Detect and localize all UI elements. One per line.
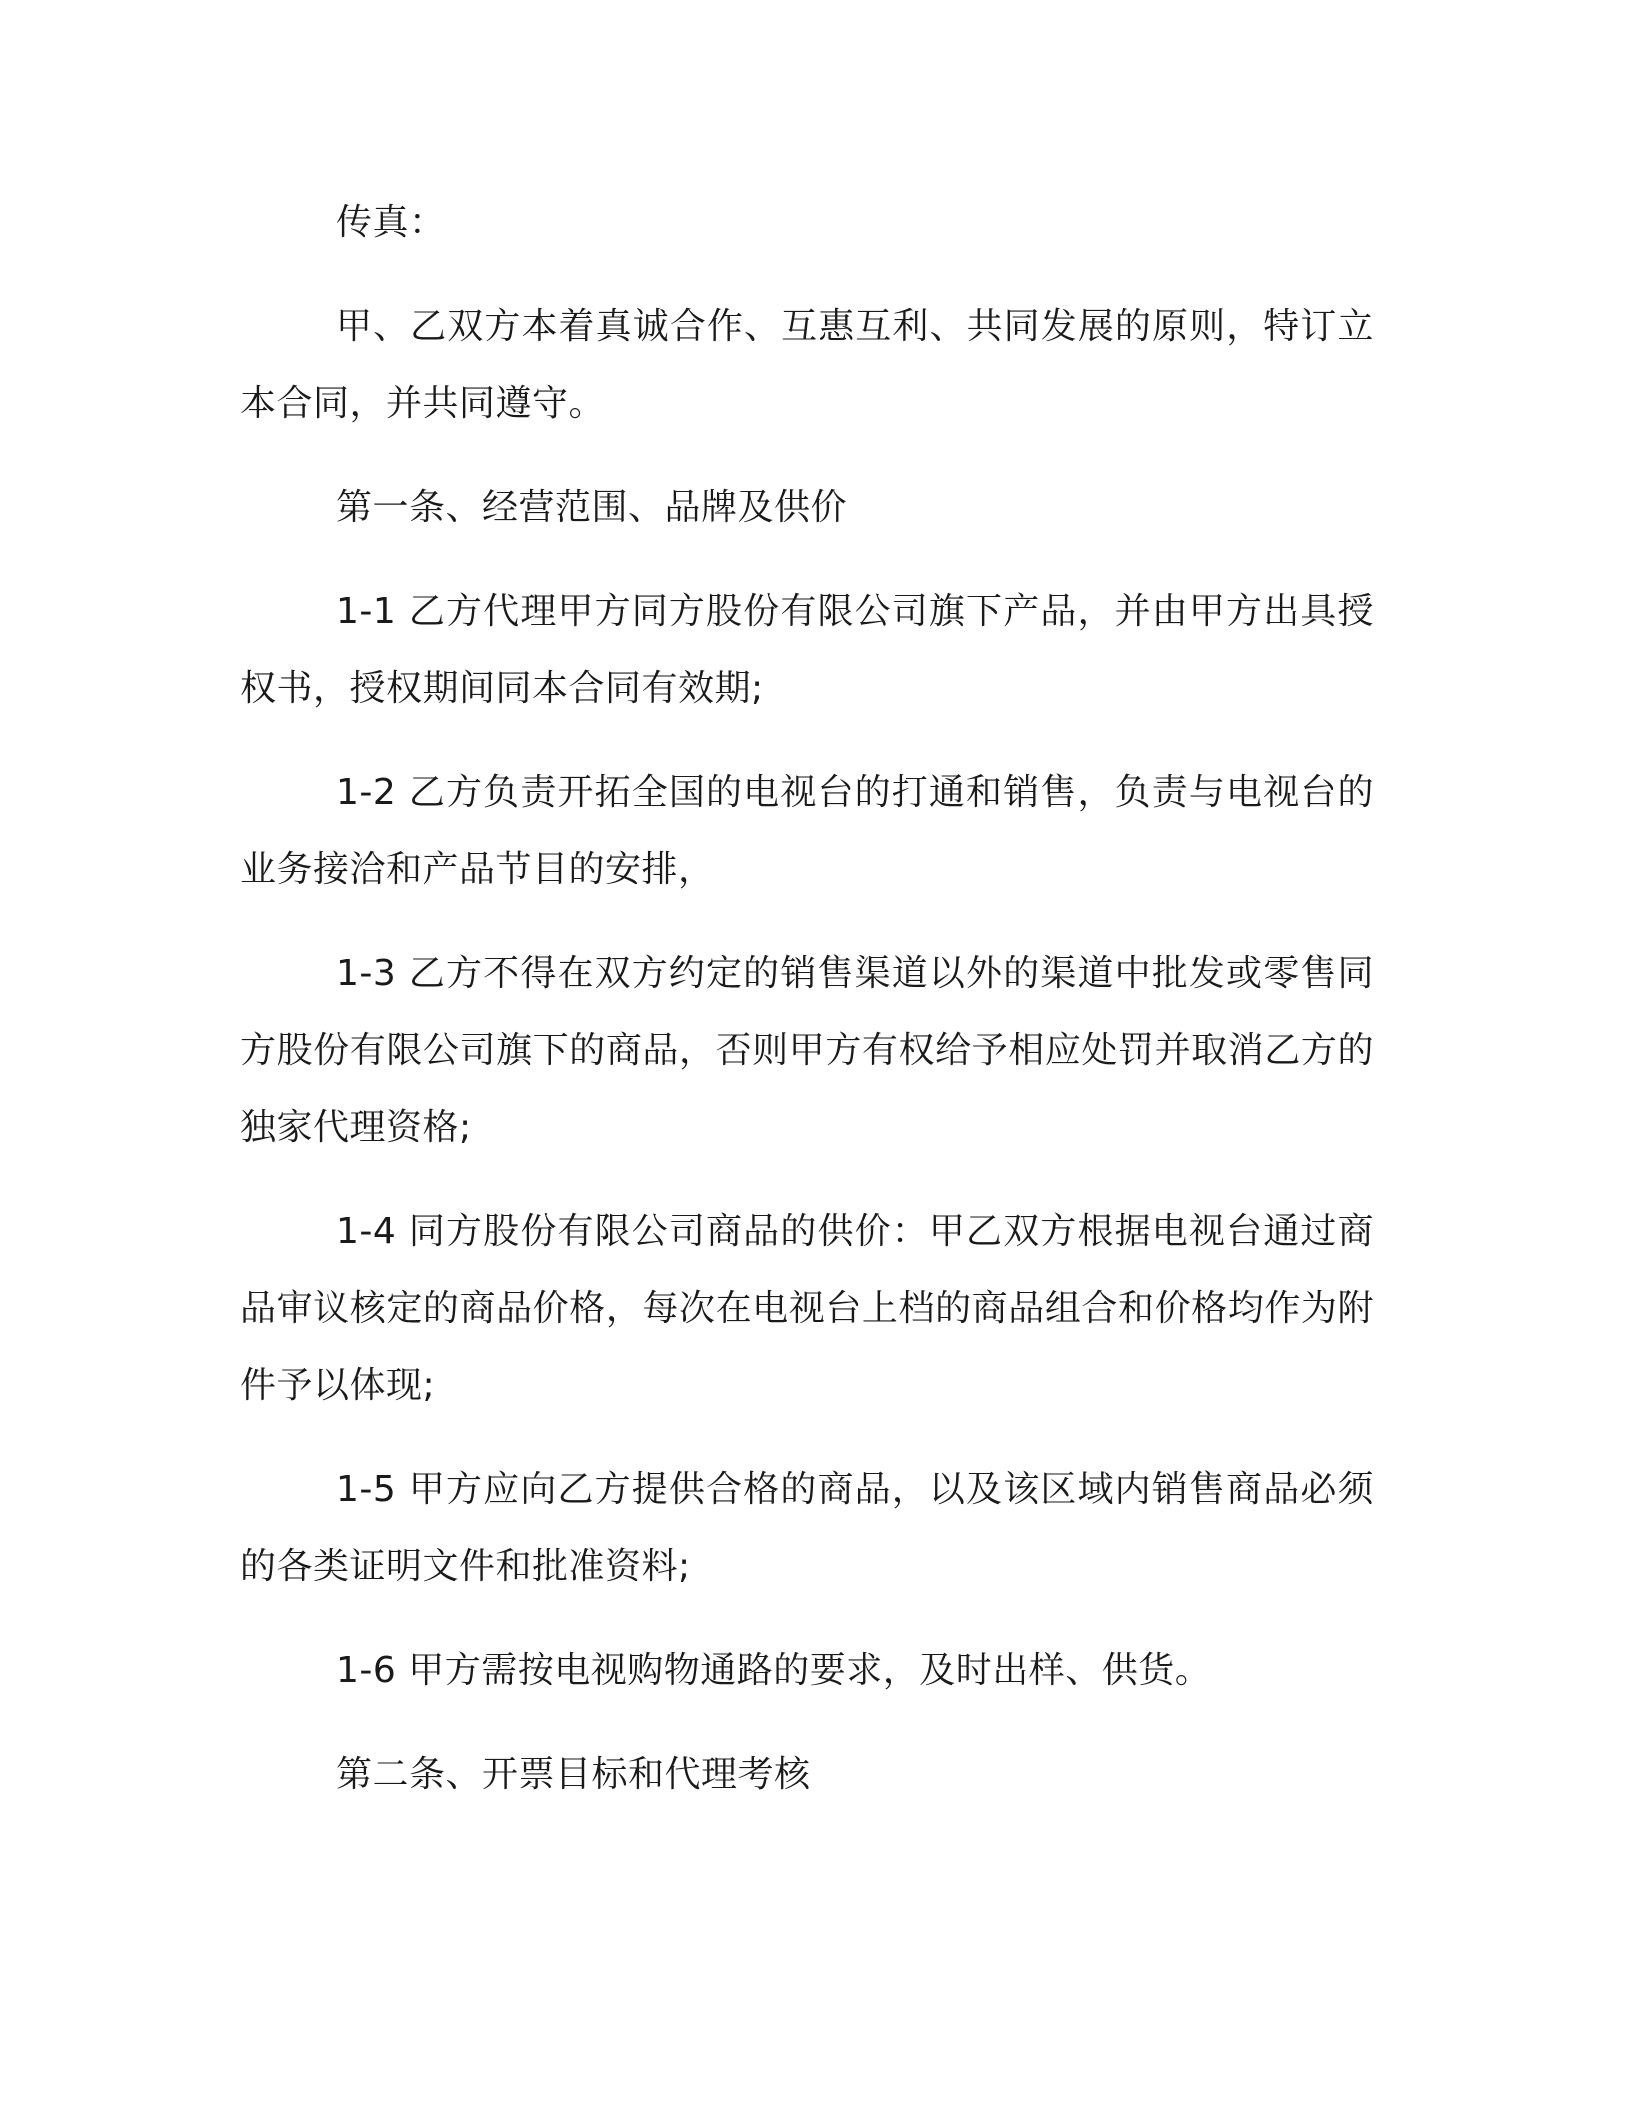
document-body [240,184,1374,1813]
fax-line: 传真： [336,202,446,243]
clause-1-5: 1-5 甲方应向乙方提供合格的商品，以及该区域内销售商品必须的各类证明文件和批准资料; [240,1469,1374,1587]
preamble-paragraph: 甲、乙双方本着真诚合作、互惠互利、共同发展的原则，特订立本合同，并共同遵守。 [240,306,1374,424]
section-heading-1: 第一条、经营范围、品牌及供价 [336,487,848,528]
clause-1-3: 1-3 乙方不得在双方约定的销售渠道以外的渠道中批发或零售同方股份有限公司旗下的商品，否则甲方有权给予相应处罚并取消乙方的独家代理资格; [240,953,1374,1148]
section-heading-2: 第二条、开票目标和代理考核 [336,1754,811,1795]
clause-1-1: 1-1 乙方代理甲方同方股份有限公司旗下产品，并由甲方出具授权书，授权期间同本合同有效期; [240,591,1374,709]
clause-1-2: 1-2 乙方负责开拓全国的电视台的打通和销售，负责与电视台的业务接洽和产品节目的安排， [240,772,1374,890]
clause-1-4: 1-4 同方股份有限公司商品的供价：甲乙双方根据电视台通过商品审议核定的商品价格，每次在电视台上档的商品组合和价格均作为附件予以体现; [240,1211,1374,1406]
clause-1-6: 1-6 甲方需按电视购物通路的要求，及时出样、供货。 [336,1650,1212,1691]
